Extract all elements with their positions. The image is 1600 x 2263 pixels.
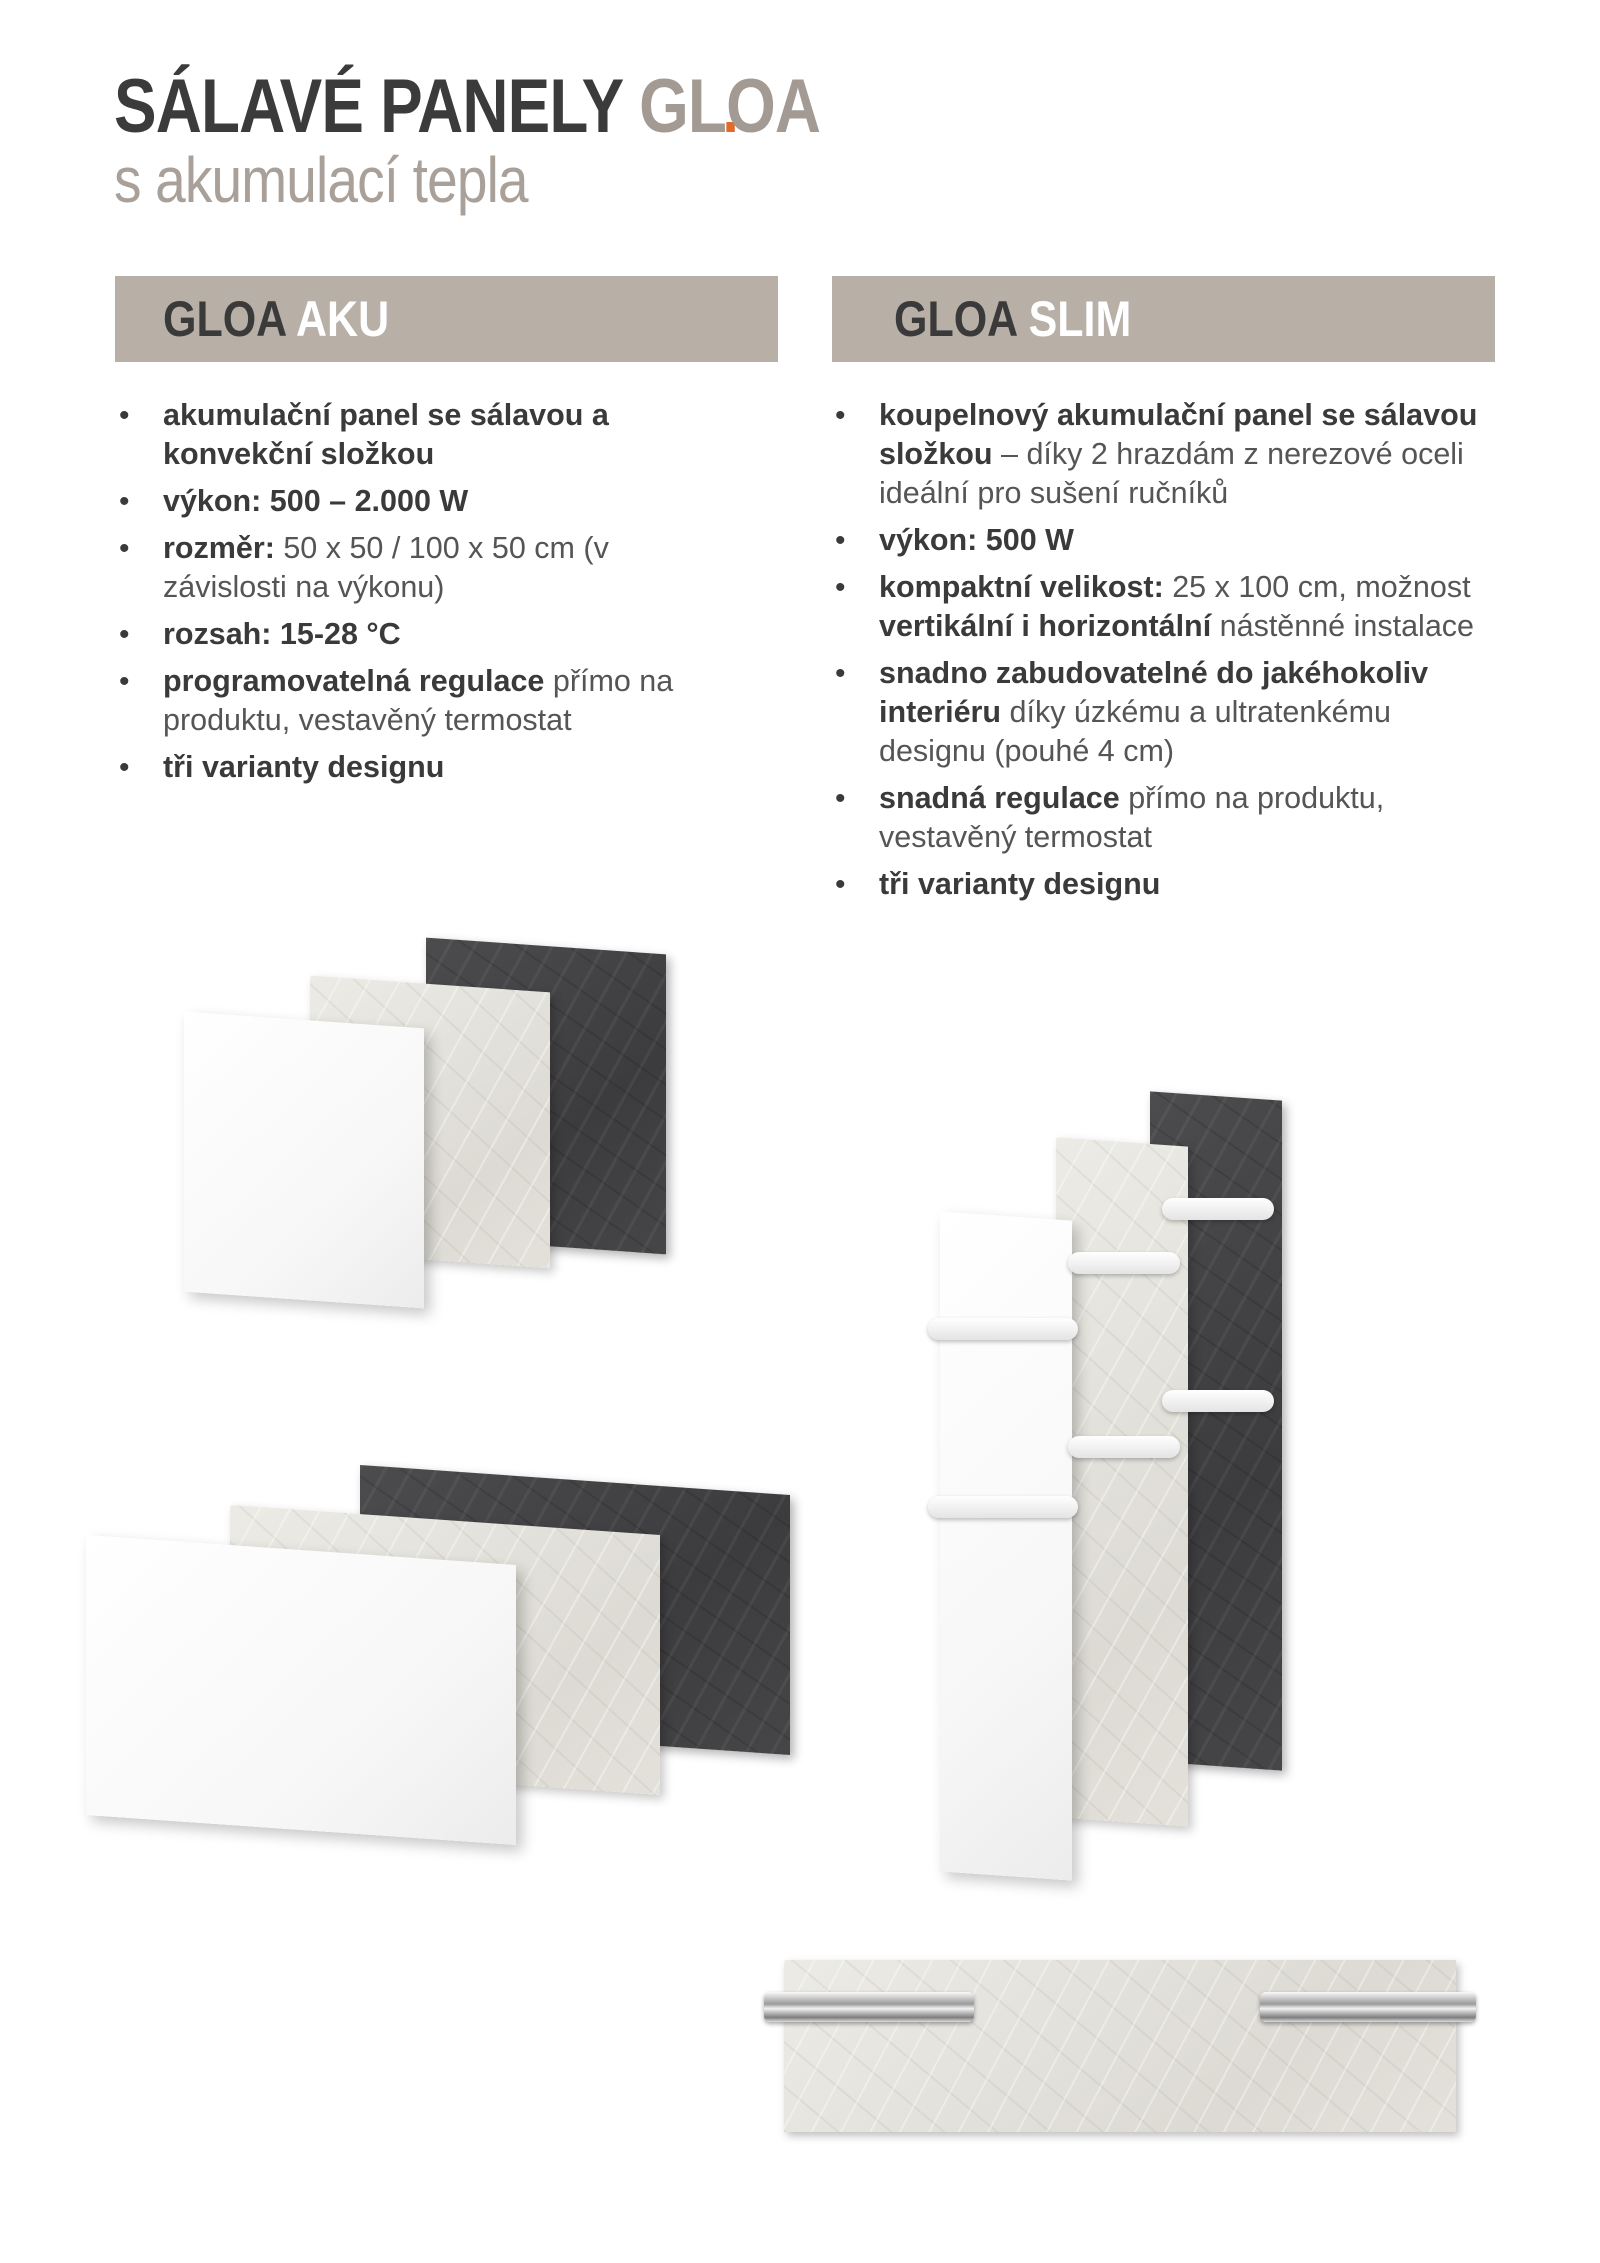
spec-text: přímo na produktu, vestavěný termostat <box>163 664 674 737</box>
list-item <box>116 748 756 787</box>
spec-bold: rozměr: <box>163 531 275 565</box>
list-item <box>832 521 1532 560</box>
spec-text: – díky 2 hrazdám z nerezové oceli ideální pro sušení ručníků <box>879 437 1464 510</box>
spec-bold: tři varianty designu <box>879 867 1161 901</box>
spec-bold: snadná regulace <box>879 781 1120 815</box>
banner-prefix: GLOA <box>894 291 1029 347</box>
banner-accent: SLIM <box>1028 291 1132 347</box>
spec-text: 50 x 50 / 100 x 50 cm (v závislosti na výkonu) <box>163 531 609 604</box>
brand-part-2: OA <box>726 64 821 149</box>
spec-bold: programovatelná regulace <box>163 664 545 698</box>
chrome-towel-bar <box>1260 1992 1476 2022</box>
brand-name <box>639 64 820 149</box>
towel-bar <box>1068 1252 1180 1274</box>
spec-bold: výkon: 500 – 2.000 W <box>163 484 469 518</box>
banner-title-slim <box>894 290 1131 348</box>
banner-gloa-aku <box>115 276 778 362</box>
spec-bold: akumulační panel se sálavou a konvekční složkou <box>163 398 609 471</box>
towel-bar <box>1162 1198 1274 1220</box>
panel-white <box>184 1012 424 1309</box>
list-item <box>832 779 1489 857</box>
panel-light-stone <box>1056 1137 1188 1826</box>
banner-prefix: GLOA <box>163 291 296 347</box>
list-item <box>116 396 683 474</box>
towel-bar <box>928 1496 1078 1518</box>
product-image-aku-wide <box>80 1470 800 1870</box>
product-image-aku-square <box>170 940 690 1320</box>
spec-text: nástěnné instalace <box>1211 609 1474 643</box>
spec-bold: tři varianty designu <box>163 750 445 784</box>
towel-bar <box>1068 1436 1180 1458</box>
spec-text: přímo na produktu, vestavěný termostat <box>879 781 1385 854</box>
slim-spec-list <box>832 396 1532 912</box>
panel-white <box>940 1211 1072 1880</box>
list-item <box>832 568 1479 646</box>
product-image-slim-horizontal <box>760 1950 1480 2150</box>
panel-light-stone <box>784 1960 1456 2132</box>
spec-bold: koupelnový akumulační panel se sálavou složkou <box>879 398 1478 471</box>
banner-title-aku <box>163 290 389 348</box>
page-subtitle: s akumulací tepla <box>114 144 528 216</box>
spec-bold: výkon: 500 W <box>879 523 1074 557</box>
list-item <box>832 396 1489 513</box>
spec-bold: kompaktní velikost: <box>879 570 1164 604</box>
chrome-towel-bar <box>764 1992 974 2022</box>
spec-bold: rozsah: 15-28 °C <box>163 617 401 651</box>
page-title <box>114 62 820 152</box>
list-item <box>116 615 756 654</box>
title-main: SÁLAVÉ PANELY <box>114 64 640 149</box>
aku-spec-list <box>116 396 756 795</box>
towel-bar <box>928 1318 1078 1340</box>
brand-part-1: GL <box>639 64 727 149</box>
banner-accent: AKU <box>295 291 390 347</box>
list-item <box>116 482 756 521</box>
spec-text: 25 x 100 cm, možnost <box>1163 570 1471 604</box>
list-item <box>116 529 683 607</box>
panel-white <box>86 1535 516 1845</box>
towel-bar <box>1162 1390 1274 1412</box>
product-image-slim-vertical <box>900 1090 1320 1910</box>
banner-gloa-slim <box>832 276 1495 362</box>
list-item <box>116 662 723 740</box>
spec-bold: snadno zabudovatelné do jakéhokoliv interiéru <box>879 656 1429 729</box>
spec-bold: vertikální i horizontální <box>879 609 1212 643</box>
list-item <box>832 654 1479 771</box>
list-item <box>832 865 1532 904</box>
spec-text: díky úzkému a ultratenkému designu (pouhé 4 cm) <box>879 695 1391 768</box>
